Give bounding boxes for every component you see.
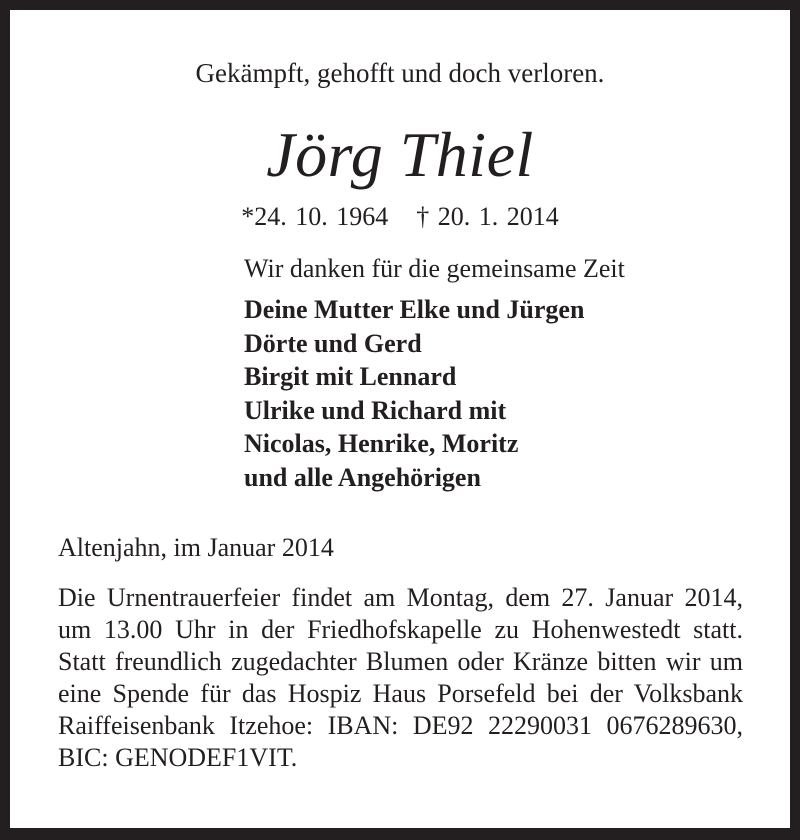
thanks-line: Wir danken für die gemeinsame Zeit <box>244 254 625 283</box>
obituary-notice <box>10 10 790 828</box>
family-line: Birgit mit Lennard <box>244 362 457 391</box>
death-date: † 20. 1. 2014 <box>416 202 559 231</box>
motto: Gekämpft, gehofft und doch verloren. <box>195 58 605 88</box>
family-line: Dörte und Gerd <box>244 328 422 358</box>
family-line: und alle Angehörigen <box>244 462 481 492</box>
family-line: Nicolas, Henrike, Moritz <box>244 429 519 458</box>
deceased-name: Jörg Thiel <box>266 119 534 190</box>
place-date: Altenjahn, im Januar 2014 <box>58 533 334 562</box>
family-list <box>244 293 584 494</box>
life-dates <box>10 202 790 232</box>
birth-date: *24. 10. 1964 <box>241 202 389 231</box>
ceremony-text: Die Urnentrauerfeier findet am Montag, dem 27. Januar 2014, um 13.00 Uhr in der Friedhofskapelle zu Hohenwestedt statt. Statt freundlich zugedachter Blumen oder Kränze bitten wir um eine Spende für das Hospiz Haus Porsefeld bei der Volksbank Raiffeisenbank Itzehoe: IBAN: DE92 22290031 0676289630, BIC: GENODEF1VIT. <box>58 583 743 772</box>
family-line: Deine Mutter Elke und Jürgen <box>244 295 585 324</box>
family-line: Ulrike und Richard mit <box>244 395 507 425</box>
